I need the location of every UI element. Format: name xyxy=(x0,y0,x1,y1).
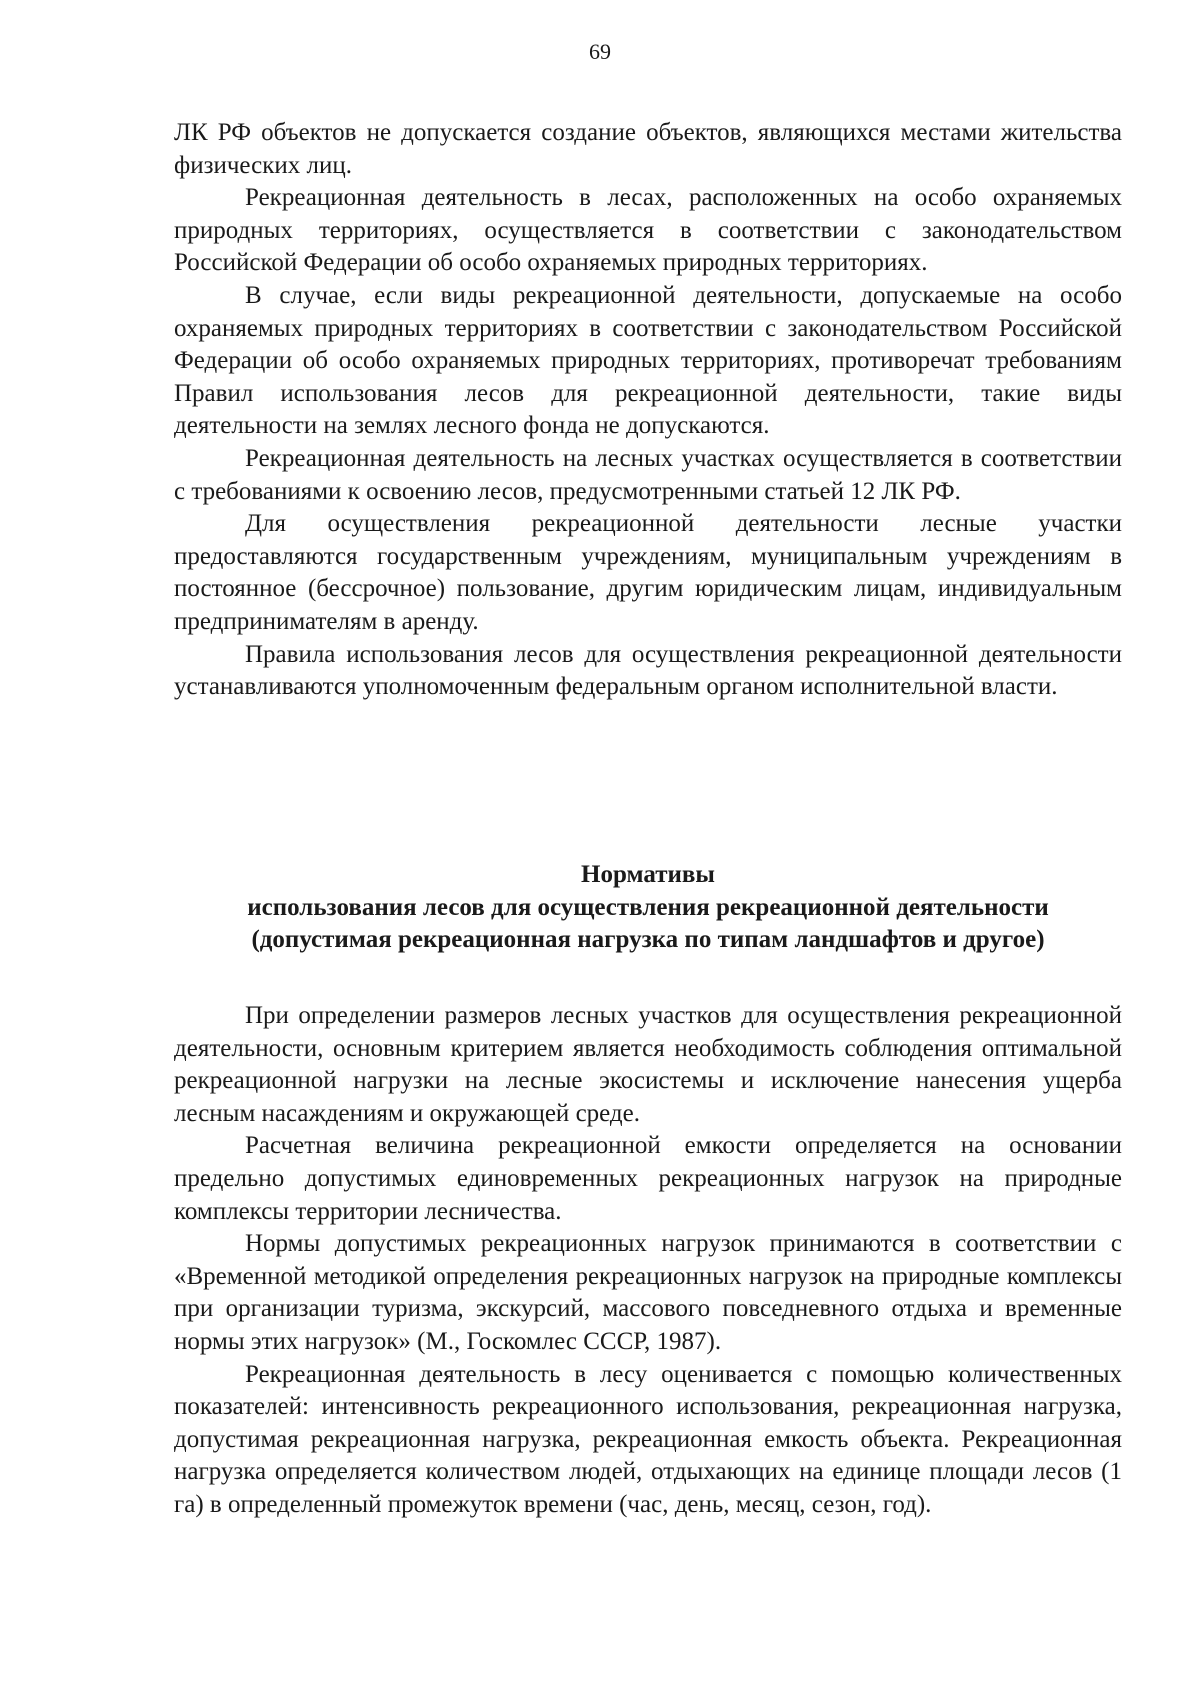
heading-subtitle-parenthetical: (допустимая рекреационная нагрузка по типам ландшафтов и другое) xyxy=(251,926,1045,954)
section-heading xyxy=(150,859,1146,957)
body-text-bottom xyxy=(174,1000,1122,1522)
heading-subtitle: использования лесов для осуществления рекреационной деятельности xyxy=(247,893,1049,921)
paragraph: Для осуществления рекреационной деятельности лесные участки предоставляются государственным учреждениям, муниципальным учреждениям в постоянное (бессрочное) пользование, другим юридическим лицам, индивидуальным предпринимателям в аренду. xyxy=(174,510,1122,635)
body-text-top xyxy=(174,117,1122,704)
paragraph: При определении размеров лесных участков для осуществления рекреационной деятельности, основным критерием является необходимость соблюдения оптимальной рекреационной нагрузки на лесные экосистемы и исключение нанесения ущерба лесным насаждениям и окружающей среде. xyxy=(174,1002,1122,1127)
paragraph: Рекреационная деятельность в лесу оценивается с помощью количественных показателей: интенсивность рекреационного использования, рекреационная нагрузка, допустимая рекреационная нагрузка, рекреационная емкость объекта. Рекреационная нагрузка определяется количеством людей, отдыхающих на единице площади лесов (1 га) в определенный промежуток времени (час, день, месяц, сезон, год). xyxy=(174,1360,1122,1518)
heading-title: Нормативы xyxy=(581,861,715,888)
paragraph: Правила использования лесов для осуществления рекреационной деятельности устанавливаются уполномоченным федеральным органом исполнительной власти. xyxy=(174,640,1122,701)
paragraph: Рекреационная деятельность на лесных участках осуществляется в соответствии с требованиями к освоению лесов, предусмотренными статьей 12 ЛК РФ. xyxy=(174,444,1122,505)
paragraph: Нормы допустимых рекреационных нагрузок принимаются в соответствии с «Временной методикой определения рекреационных нагрузок на природные комплексы при организации туризма, экскурсий, массового повседневного отдыха и временные нормы этих нагрузок» (М., Госкомлес СССР, 1987). xyxy=(174,1230,1122,1355)
paragraph: В случае, если виды рекреационной деятельности, допускаемые на особо охраняемых природных территориях в соответствии с законодательством Российской Федерации об особо охраняемых природных территориях, противоречат требованиям Правил использования лесов для рекреационной деятельности, такие виды деятельности на землях лесного фонда не допускаются. xyxy=(174,281,1122,440)
paragraph: Расчетная величина рекреационной емкости определяется на основании предельно допустимых единовременных рекреационных нагрузок на природные комплексы территории лесничества. xyxy=(174,1132,1122,1225)
paragraph: Рекреационная деятельность в лесах, расположенных на особо охраняемых природных территориях, осуществляется в соответствии с законодательством Российской Федерации об особо охраняемых природных территориях. xyxy=(174,184,1122,277)
page-number: 69 xyxy=(589,39,611,64)
paragraph: ЛК РФ объектов не допускается создание объектов, являющихся местами жительства физических лиц. xyxy=(174,119,1122,179)
